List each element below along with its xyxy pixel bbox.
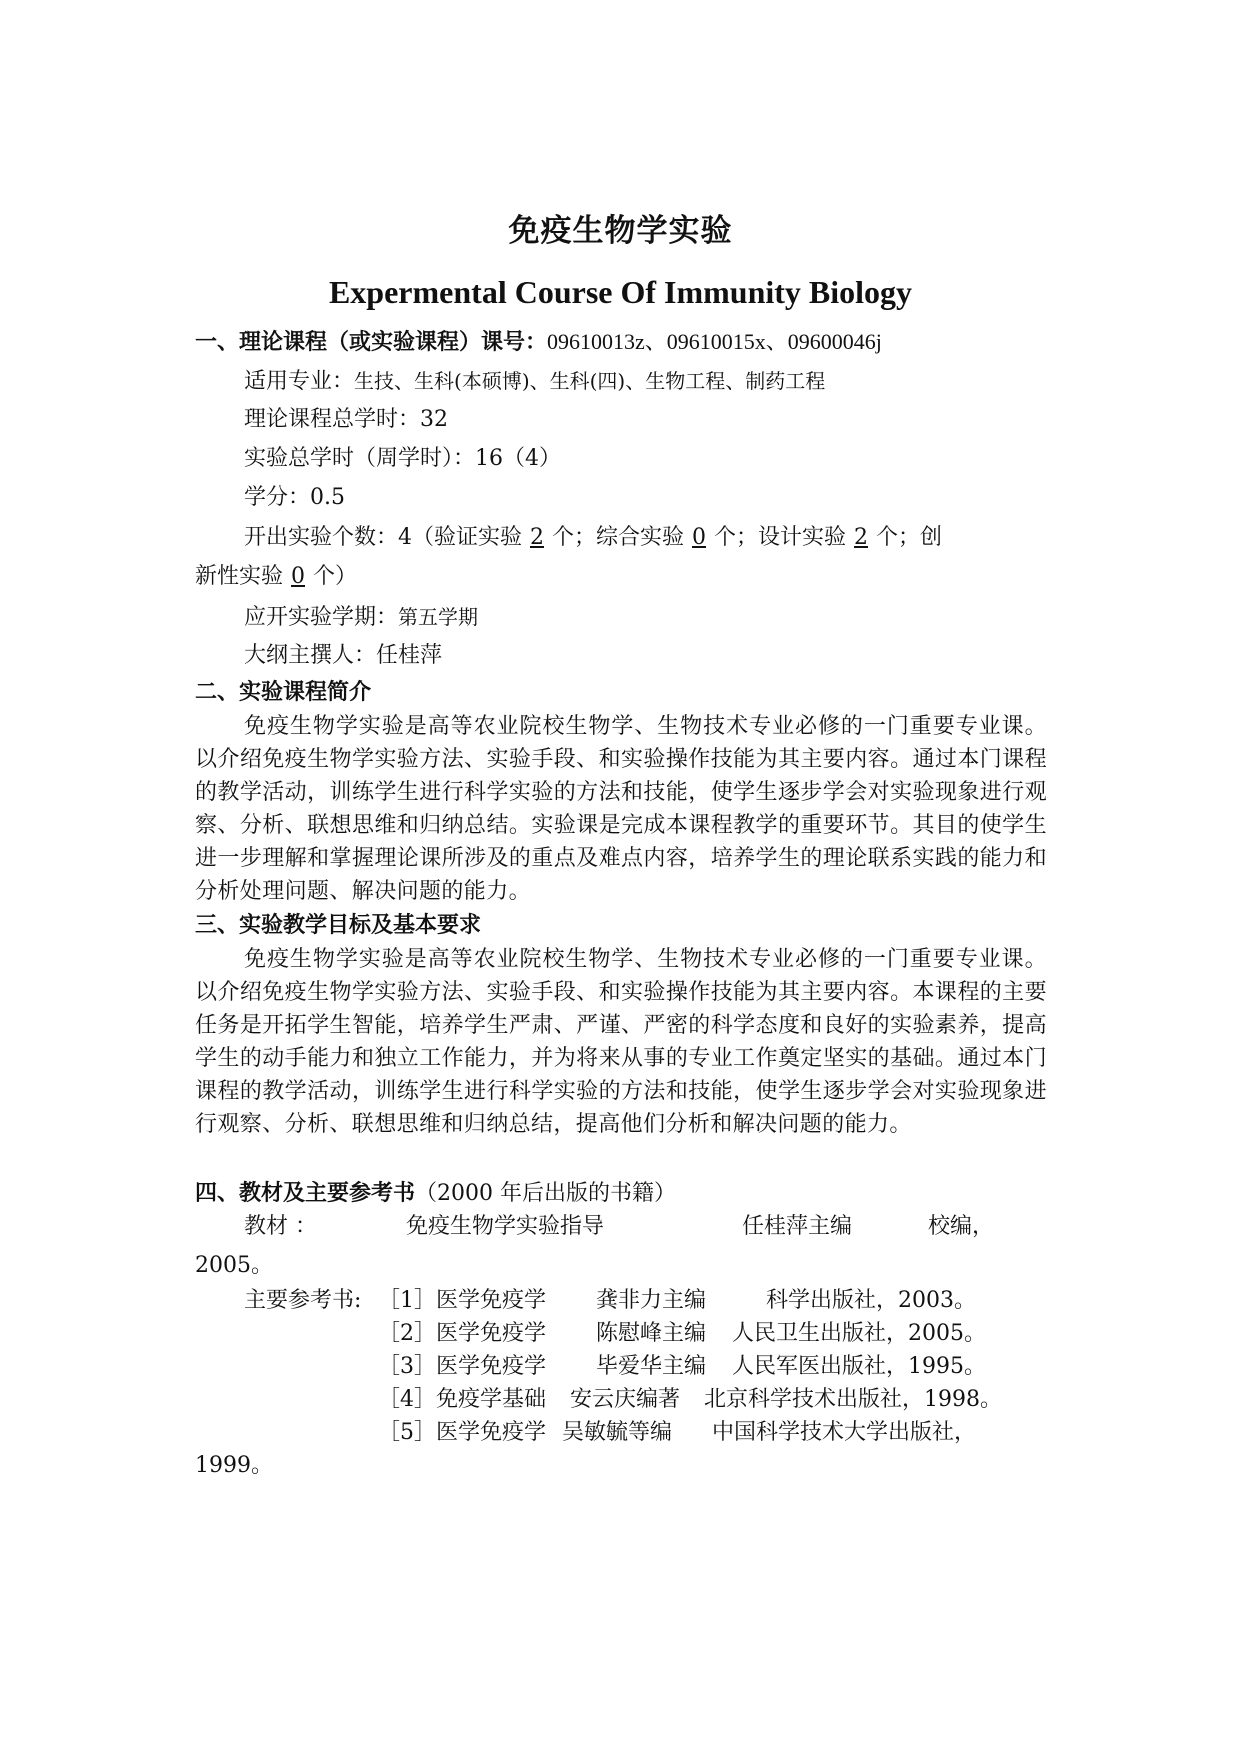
reference-number: ［4］ <box>378 1387 436 1412</box>
reference-number: ［5］ <box>378 1420 436 1445</box>
reference-publisher: 北京科学技术出版社，1998。 <box>704 1387 1002 1412</box>
reference-title: 医学免疫学 <box>436 1354 547 1379</box>
verify-count: 2 <box>530 525 544 550</box>
reference-publisher: 中国科学技术大学出版社， <box>712 1420 977 1445</box>
experiments-label: 开出实验个数：4（验证实验 <box>244 525 522 550</box>
reference-publisher: 人民卫生出版社，2005。 <box>732 1321 986 1346</box>
design-count: 2 <box>854 525 869 550</box>
theory-hours: 理论课程总学时：32 <box>244 407 448 432</box>
section2-heading: 二、实验课程简介 <box>195 679 372 705</box>
comprehensive-count: 0 <box>692 525 707 550</box>
section3-heading: 三、实验教学目标及基本要求 <box>195 912 482 938</box>
major-label: 适用专业： <box>244 369 355 394</box>
reference-title: 免疫学基础 <box>436 1387 547 1412</box>
reference-title: 医学免疫学 <box>436 1420 547 1445</box>
document-title: 免疫生物学实验 <box>508 213 733 249</box>
reference-number: ［2］ <box>378 1321 436 1346</box>
reference-row <box>378 1351 986 1383</box>
experiments-line <box>244 522 1047 554</box>
textbook-publisher: 校编， <box>928 1214 995 1239</box>
refs-label: 主要参考书: <box>244 1288 362 1313</box>
innovative-end: 个） <box>313 564 358 589</box>
reference-row <box>378 1417 976 1449</box>
reference-row <box>378 1318 986 1350</box>
reference-editor: 吴敏毓等编 <box>562 1420 673 1445</box>
reference-row <box>244 1285 976 1317</box>
document-title-english: Expermental Course Of Immunity Biology <box>328 274 913 310</box>
reference-title: 医学免疫学 <box>436 1321 547 1346</box>
textbook-title: 免疫生物学实验指导 <box>406 1214 605 1239</box>
textbook-year: 2005。 <box>195 1253 273 1278</box>
reference-editor: 龚非力主编 <box>596 1288 707 1313</box>
section1-heading-line <box>195 326 1047 359</box>
course-codes: 09610013z、09610015x、09600046j <box>547 329 882 354</box>
reference-publisher: 科学出版社，2003。 <box>766 1288 976 1313</box>
innovative-label-start: 个；创 <box>876 525 943 550</box>
reference-publisher: 人民军医出版社，1995。 <box>732 1354 986 1379</box>
semester-value: 第五学期 <box>398 605 479 629</box>
innovative-line <box>195 561 1047 593</box>
major-value: 生技、生科(本硕博)、生科(四)、生物工程、制药工程 <box>354 369 826 393</box>
semester-label: 应开实验学期： <box>244 605 399 630</box>
comprehensive-label: 个；综合实验 <box>552 525 685 550</box>
lab-hours: 实验总学时（周学时）：16（4） <box>244 446 561 471</box>
reference-editor: 安云庆编著 <box>570 1387 681 1412</box>
semester-line <box>244 601 1047 634</box>
section4-heading: 四、教材及主要参考书 <box>195 1180 416 1206</box>
textbook-label: 教材 ： <box>244 1214 317 1239</box>
textbook-line <box>244 1211 994 1243</box>
design-label: 个；设计实验 <box>714 525 847 550</box>
major-line <box>244 365 1047 398</box>
reference-number: ［3］ <box>378 1354 436 1379</box>
section3-body: 免疫生物学实验是高等农业院校生物学、生物技术专业必修的一门重要专业课。以介绍免疫生物学实验方法、实验手段、和实验操作技能为其主要内容。本课程的主要任务是开拓学生智能，培养学生严肃、严谨、严密的科学态度和良好的实验素养，提高学生的动手能力和独立工作能力，并为将来从事的专业工作奠定坚实的基础。通过本门课程的教学活动，训练学生进行科学实验的方法和技能，使学生逐步学会对实验现象进行观察、分析、联想思维和归纳总结，提高他们分析和解决问题的能力。 <box>195 947 1047 1137</box>
reference-5-year: 1999。 <box>195 1453 273 1478</box>
author-line: 大纲主撰人：任桂萍 <box>244 643 443 668</box>
innovative-label: 新性实验 <box>195 564 284 589</box>
credits: 学分：0.5 <box>244 485 345 510</box>
section2-body: 免疫生物学实验是高等农业院校生物学、生物技术专业必修的一门重要专业课。以介绍免疫生物学实验方法、实验手段、和实验操作技能为其主要内容。通过本门课程的教学活动，训练学生进行科学实验的方法和技能，使学生逐步学会对实验现象进行观察、分析、联想思维和归纳总结。实验课是完成本课程教学的重要环节。其目的使学生进一步理解和掌握理论课所涉及的重点及难点内容，培养学生的理论联系实践的能力和分析处理问题、解决问题的能力。 <box>195 714 1047 904</box>
textbook-editor: 任桂萍主编 <box>742 1214 853 1239</box>
reference-title: 医学免疫学 <box>436 1288 547 1313</box>
reference-editor: 毕爱华主编 <box>596 1354 707 1379</box>
section1-heading: 一、理论课程（或实验课程）课号： <box>195 329 548 355</box>
section4-heading-note: （2000 年后出版的书籍） <box>415 1181 676 1206</box>
innovative-count: 0 <box>291 564 306 589</box>
reference-number: ［1］ <box>378 1288 436 1313</box>
reference-editor: 陈慰峰主编 <box>596 1321 707 1346</box>
section4-heading-line <box>195 1177 1047 1210</box>
reference-row <box>378 1384 1002 1416</box>
